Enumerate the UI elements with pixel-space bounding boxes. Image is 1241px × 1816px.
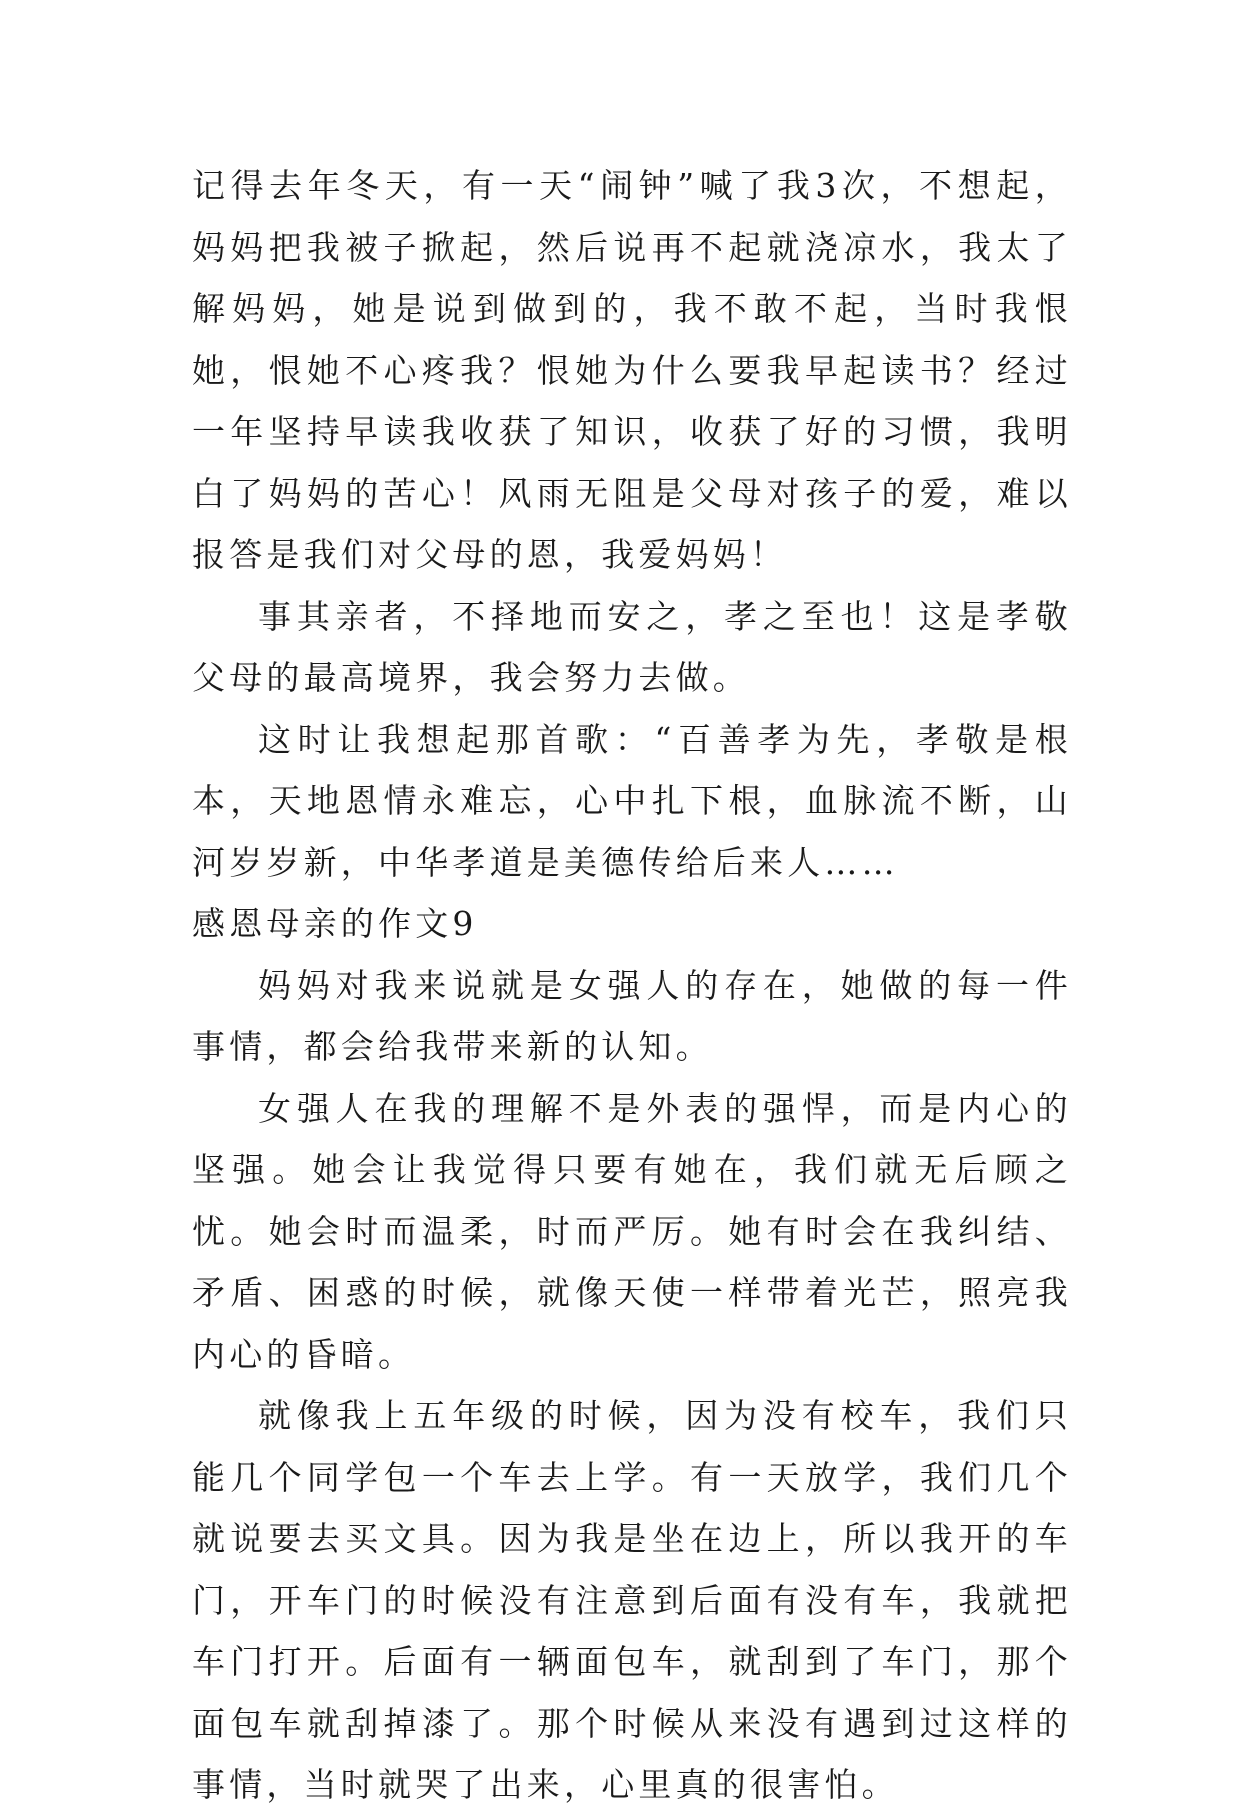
paragraph-car-door: 就像我上五年级的时候，因为没有校车，我们只能几个同学包一个车去上学。有一天放学，我们几个就说要去买文具。因为我是坐在边上，所以我开的车门，开车门的时候没有注意到后面有没有车，我就把车门打开。后面有一辆面包车，就刮到了车门，那个面包车就刮掉漆了。那个时候从来没有遇到过这样的事情，当时就哭了出来，心里真的很害怕。 [192, 1396, 1072, 1804]
essay-heading: 感恩母亲的作文9 [192, 904, 478, 943]
paragraph-filial-piety: 事其亲者，不择地而安之，孝之至也！这是孝敬父母的最高境界，我会努力去做。 [192, 596, 1072, 697]
paragraph-song: 这时让我想起那首歌：“百善孝为先，孝敬是根本，天地恩情永难忘，心中扎下根，血脉流不断，山河岁岁新，中华孝道是美德传给后来人…… [192, 719, 1072, 882]
paragraph-alarm-clock: 记得去年冬天，有一天“闹钟”喊了我3次，不想起，妈妈把我被子掀起，然后说再不起就浇凉水，我太了解妈妈，她是说到做到的，我不敢不起，当时我恨她，恨她不心疼我？恨她为什么要我早起读书？经过一年坚持早读我收获了知识，收获了好的习惯，我明白了妈妈的苦心！风雨无阻是父母对孩子的爱，难以报答是我们对父母的恩，我爱妈妈！ [192, 166, 1072, 574]
paragraph-inner-strength: 女强人在我的理解不是外表的强悍，而是内心的坚强。她会让我觉得只要有她在，我们就无后顾之忧。她会时而温柔，时而严厉。她有时会在我纠结、矛盾、困惑的时候，就像天使一样带着光芒，照亮我内心的昏暗。 [192, 1088, 1072, 1374]
document-body [192, 155, 1072, 1816]
paragraph-strong-woman: 妈妈对我来说就是女强人的存在，她做的每一件事情，都会给我带来新的认知。 [192, 965, 1072, 1066]
